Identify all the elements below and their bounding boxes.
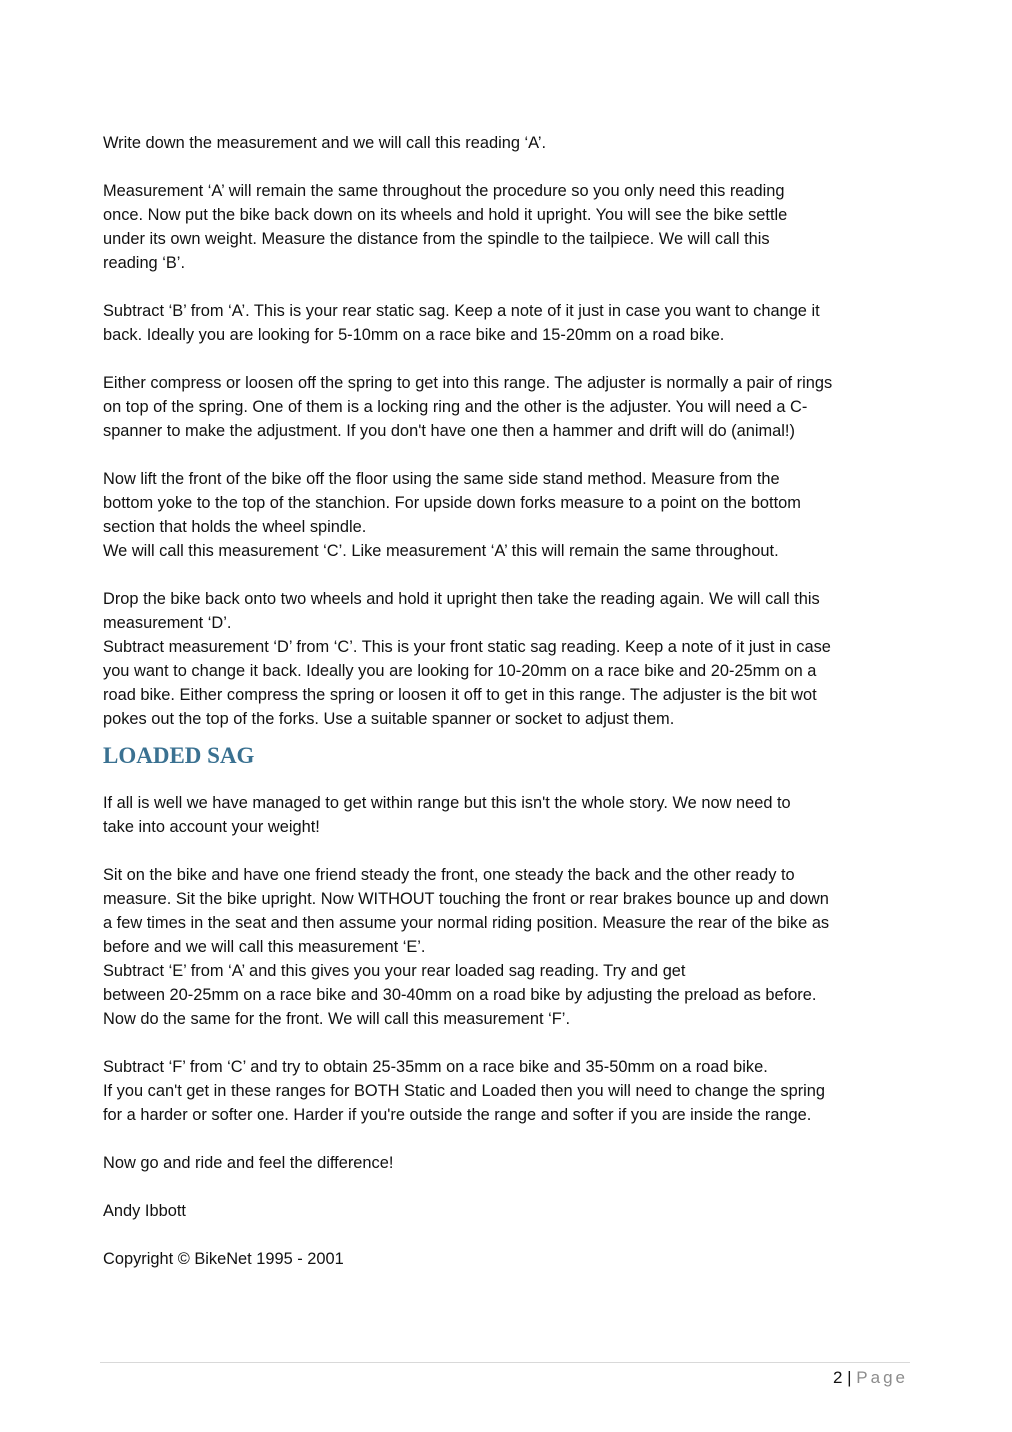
text-line: Subtract ‘F’ from ‘C’ and try to obtain 25-35mm on a race bike and 35-50mm on a road bike. <box>103 1058 768 1076</box>
paragraph <box>103 1151 909 1175</box>
paragraph <box>103 131 909 155</box>
text-line: Now go and ride and feel the difference! <box>103 1154 394 1172</box>
text-line: you want to change it back. Ideally you are looking for 10-20mm on a race bike and 20-25mm on a <box>103 662 817 680</box>
text-line: back. Ideally you are looking for 5-10mm on a race bike and 15-20mm on a road bike. <box>103 326 725 344</box>
text-line: pokes out the top of the forks. Use a suitable spanner or socket to adjust them. <box>103 710 675 728</box>
page-footer <box>833 1366 908 1390</box>
paragraph <box>103 1055 909 1127</box>
text-line: measurement ‘D’. <box>103 614 232 632</box>
paragraph <box>103 791 909 839</box>
text-line: If you can't get in these ranges for BOTH Static and Loaded then you will need to change the spring <box>103 1082 826 1100</box>
text-line: Andy Ibbott <box>103 1202 186 1220</box>
text-line: under its own weight. Measure the distance from the spindle to the tailpiece. We will call this <box>103 230 770 248</box>
text-line: Drop the bike back onto two wheels and hold it upright then take the reading again. We will call this <box>103 590 820 608</box>
text-line: Measurement ‘A’ will remain the same throughout the procedure so you only need this reading <box>103 182 785 200</box>
paragraph <box>103 371 909 443</box>
page-label: Page <box>856 1368 908 1387</box>
paragraph <box>103 467 909 563</box>
text-line: We will call this measurement ‘C’. Like measurement ‘A’ this will remain the same throughout. <box>103 542 779 560</box>
text-line: Subtract ‘E’ from ‘A’ and this gives you your rear loaded sag reading. Try and get <box>103 962 686 980</box>
page-number: 2 <box>832 1368 843 1387</box>
paragraph <box>103 299 909 347</box>
text-line: measure. Sit the bike upright. Now WITHOUT touching the front or rear brakes bounce up and down <box>103 890 829 908</box>
text-line: Copyright © BikeNet 1995 - 2001 <box>103 1250 344 1268</box>
text-line: Subtract ‘B’ from ‘A’. This is your rear static sag. Keep a note of it just in case you want to change it <box>103 302 820 320</box>
text-line: between 20-25mm on a race bike and 30-40mm on a road bike by adjusting the preload as before. <box>103 986 817 1004</box>
text-line: once. Now put the bike back down on its wheels and hold it upright. You will see the bike settle <box>103 206 788 224</box>
text-line: Subtract measurement ‘D’ from ‘C’. This is your front static sag reading. Keep a note of it just in case <box>103 638 831 656</box>
text-line: Now lift the front of the bike off the floor using the same side stand method. Measure from the <box>103 470 780 488</box>
copyright-notice <box>103 1247 909 1271</box>
text-line: Sit on the bike and have one friend steady the front, one steady the back and the other ready to <box>103 866 795 884</box>
text-line: Now do the same for the front. We will call this measurement ‘F’. <box>103 1010 571 1028</box>
text-line: before and we will call this measurement ‘E’. <box>103 938 426 956</box>
text-line: bottom yoke to the top of the stanchion. For upside down forks measure to a point on the bottom <box>103 494 801 512</box>
paragraph <box>103 179 909 275</box>
paragraph <box>103 587 909 731</box>
footer-divider <box>100 1362 910 1363</box>
footer-separator: | <box>847 1368 852 1387</box>
text-line: for a harder or softer one. Harder if you're outside the range and softer if you are inside the range. <box>103 1106 812 1124</box>
text-line: Write down the measurement and we will call this reading ‘A’. <box>103 134 547 152</box>
text-line: road bike. Either compress the spring or loosen it off to get in this range. The adjuster is the bit wot <box>103 686 817 704</box>
text-line: Either compress or loosen off the spring to get into this range. The adjuster is normally a pair of rings <box>103 374 833 392</box>
text-line: section that holds the wheel spindle. <box>103 518 367 536</box>
paragraph <box>103 863 909 1031</box>
text-line: on top of the spring. One of them is a locking ring and the other is the adjuster. You will need a C- <box>103 398 808 416</box>
text-line: spanner to make the adjustment. If you don't have one then a hammer and drift will do (animal!) <box>103 422 795 440</box>
text-line: reading ‘B’. <box>103 254 186 272</box>
document-body <box>103 131 909 1271</box>
text-line: If all is well we have managed to get within range but this isn't the whole story. We now need to <box>103 794 791 812</box>
text-line: take into account your weight! <box>103 818 320 836</box>
section-heading: LOADED SAG <box>103 743 255 768</box>
author-name <box>103 1199 909 1223</box>
text-line: a few times in the seat and then assume your normal riding position. Measure the rear of the bike as <box>103 914 830 932</box>
